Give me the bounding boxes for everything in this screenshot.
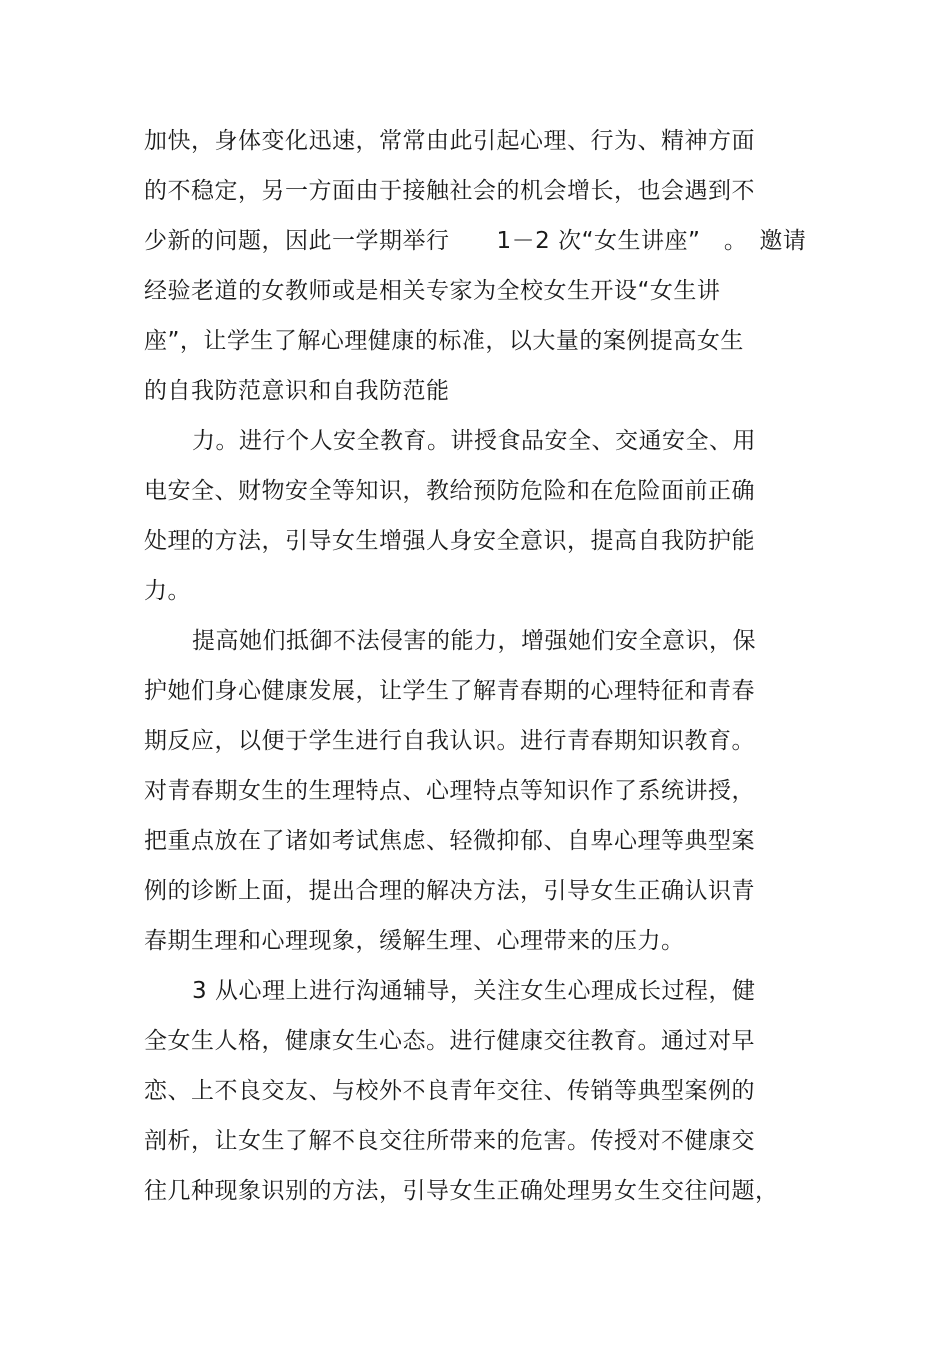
text-line: 3 从心理上进行沟通辅导，关注女生心理成长过程，健 xyxy=(192,978,756,1004)
text-line: 期反应，以便于学生进行自我认识。进行青春期知识教育。 xyxy=(144,728,755,754)
text-line: 往几种现象识别的方法，引导女生正确处理男女生交往问题， xyxy=(144,1178,779,1204)
text-line: 对青春期女生的生理特点、心理特点等知识作了系统讲授， xyxy=(144,778,755,804)
text-line: 的不稳定，另一方面由于接触社会的机会增长，也会遇到不 xyxy=(144,178,755,204)
text-line: 把重点放在了诸如考试焦虑、轻微抑郁、自卑心理等典型案 xyxy=(144,828,755,854)
text-line: 恋、上不良交友、与校外不良青年交往、传销等典型案例的 xyxy=(144,1078,755,1104)
text-line: 提高她们抵御不法侵害的能力，增强她们安全意识，保 xyxy=(192,628,756,654)
text-line: 少新的问题，因此一学期举行 1－2 次“女生讲座” 。 邀请 xyxy=(144,228,807,254)
text-line: 处理的方法，引导女生增强人身安全意识，提高自我防护能 xyxy=(144,528,755,554)
text-line: 全女生人格，健康女生心态。进行健康交往教育。通过对早 xyxy=(144,1028,755,1054)
text-line: 经验老道的女教师或是相关专家为全校女生开设“女生讲 xyxy=(144,278,721,304)
text-line: 护她们身心健康发展，让学生了解青春期的心理特征和青春 xyxy=(144,678,755,704)
text-line: 的自我防范意识和自我防范能 xyxy=(144,378,450,404)
text-line: 力。进行个人安全教育。讲授食品安全、交通安全、用 xyxy=(192,428,756,454)
text-line: 春期生理和心理现象，缓解生理、心理带来的压力。 xyxy=(144,928,685,954)
text-line: 加快，身体变化迅速，常常由此引起心理、行为、精神方面 xyxy=(144,128,755,154)
text-line: 电安全、财物安全等知识，教给预防危险和在危险面前正确 xyxy=(144,478,755,504)
text-line: 剖析，让女生了解不良交往所带来的危害。传授对不健康交 xyxy=(144,1128,755,1154)
text-line: 座”，让学生了解心理健康的标准，以大量的案例提高女生 xyxy=(144,328,744,354)
text-line: 力。 xyxy=(144,578,191,604)
text-line: 例的诊断上面，提出合理的解决方法，引导女生正确认识青 xyxy=(144,878,755,904)
